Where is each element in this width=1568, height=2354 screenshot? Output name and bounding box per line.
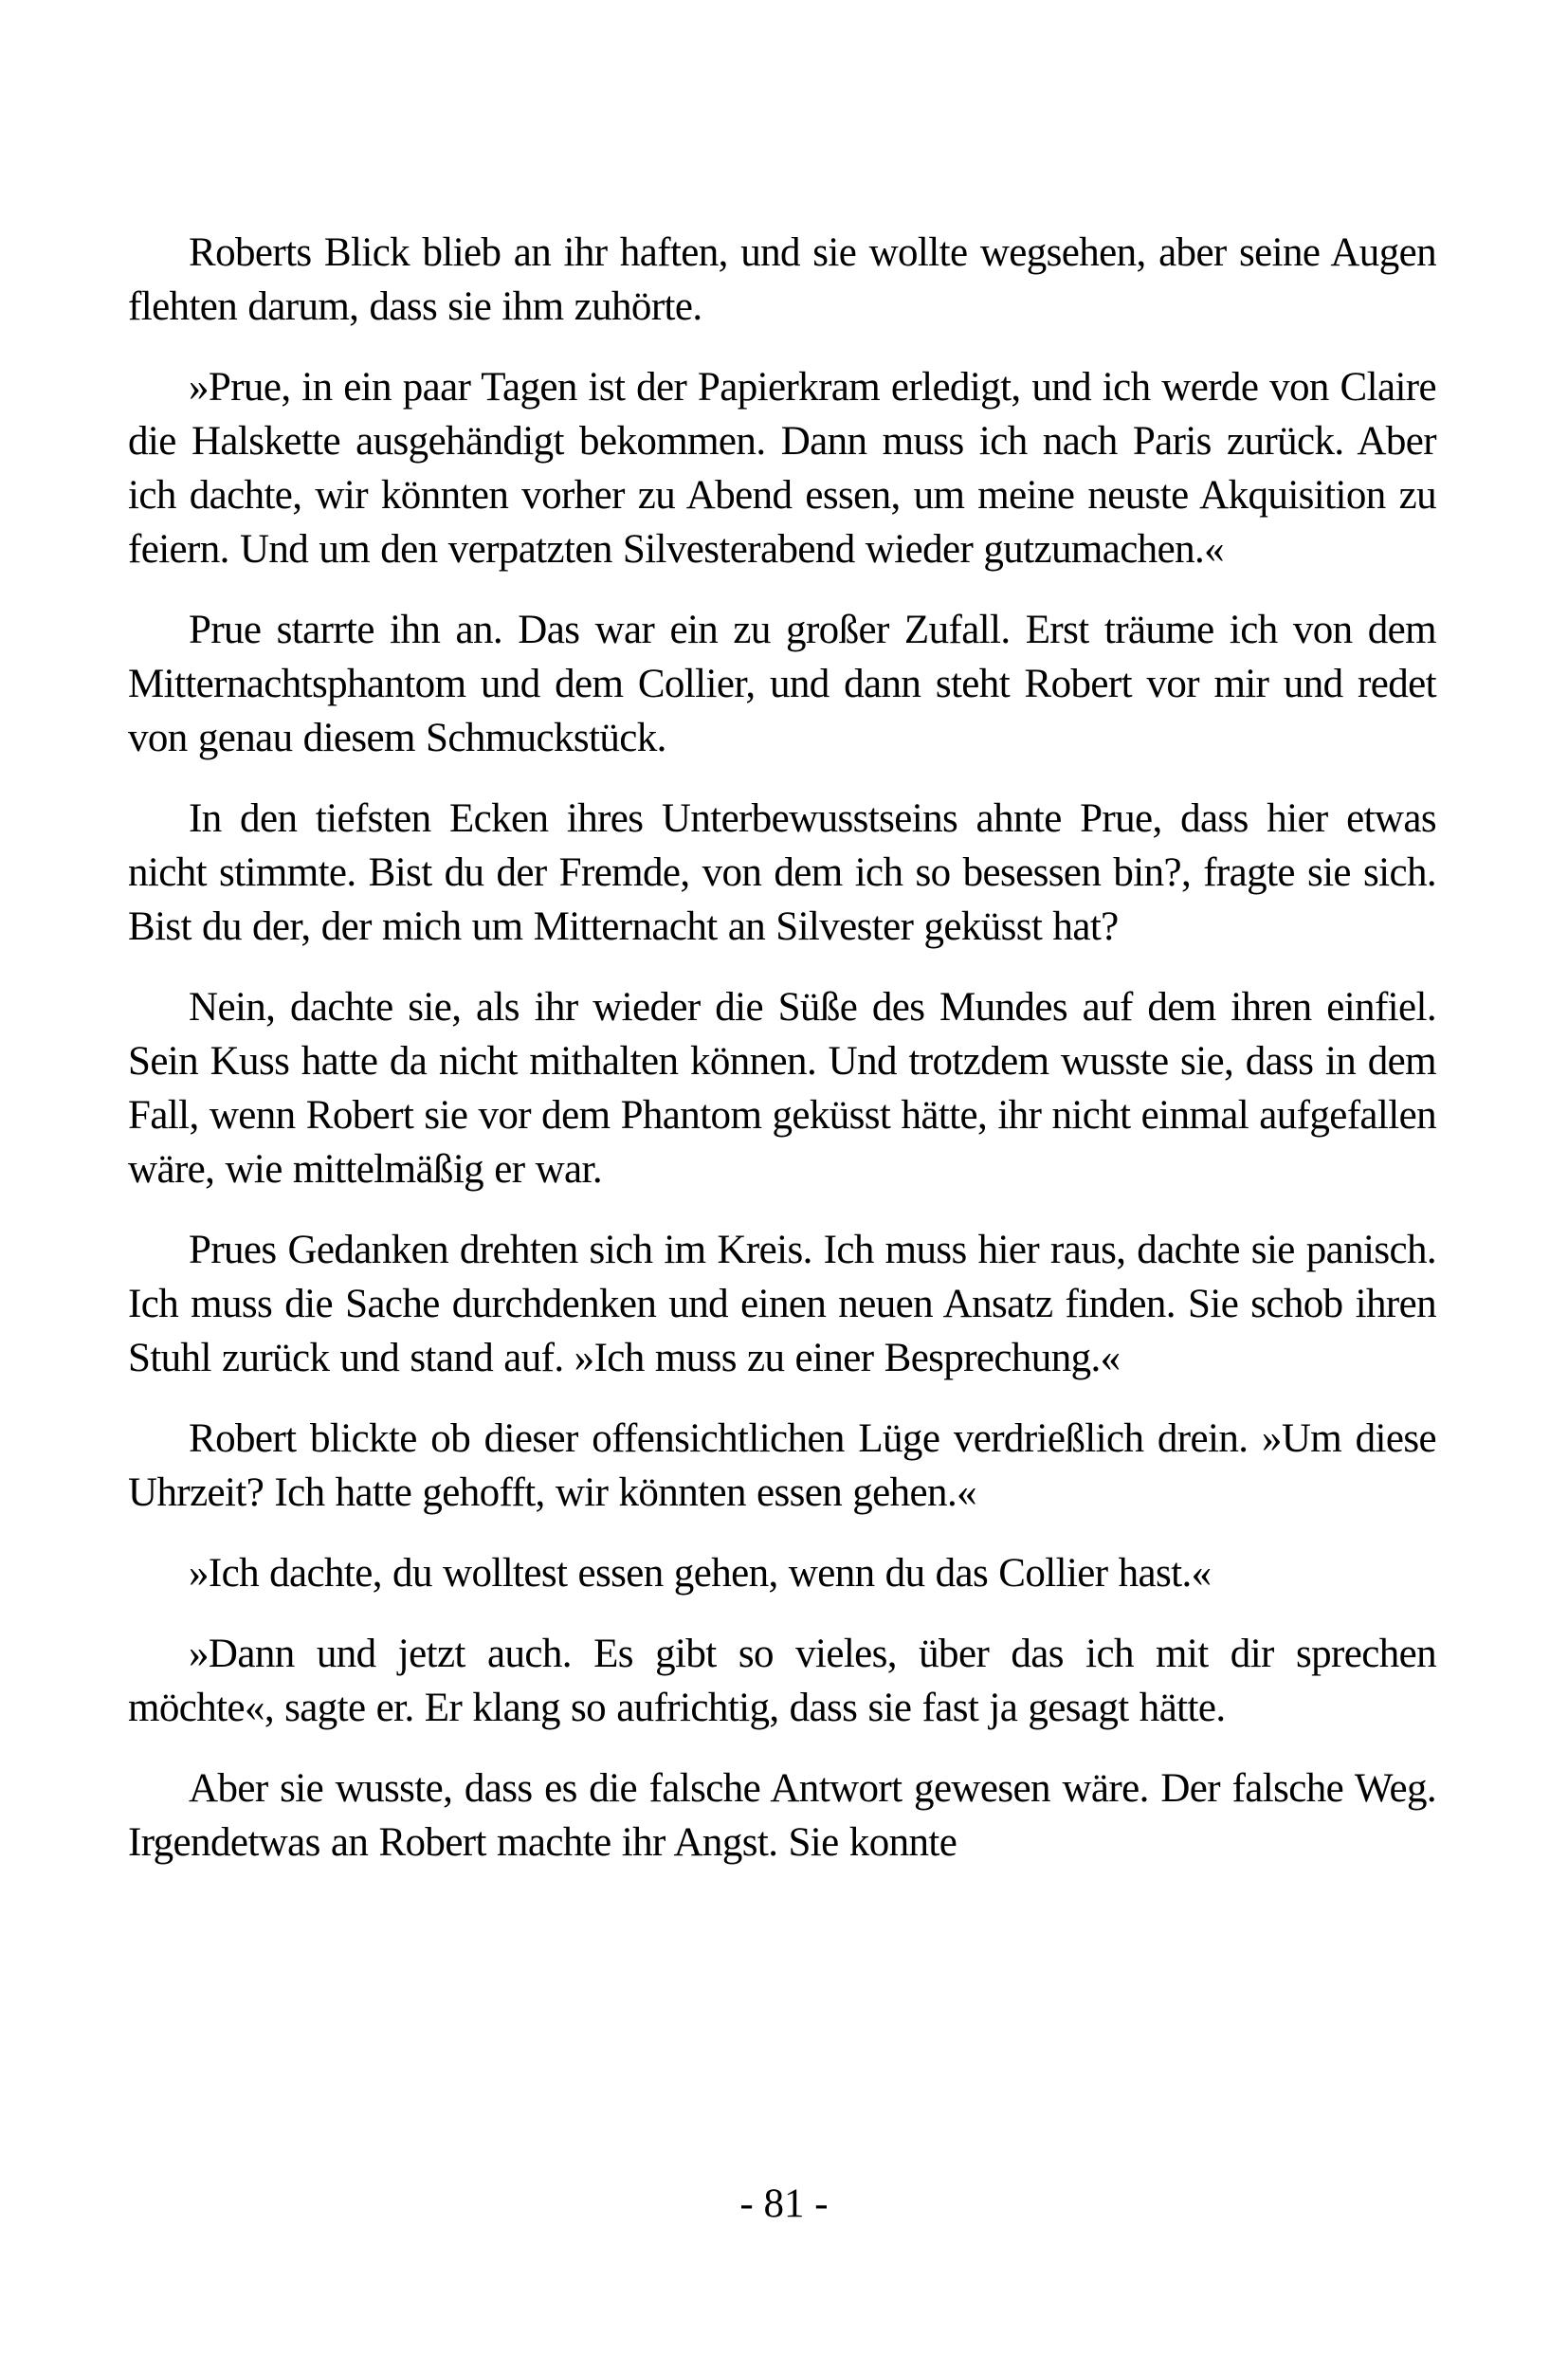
paragraph-1: Roberts Blick blieb an ihr haften, und sie wollte wegsehen, aber seine Augen flehten darum, dass sie ihm zuhörte. [128, 230, 1436, 329]
page-number: - 81 - [739, 2181, 829, 2226]
page-body [128, 226, 1436, 1896]
paragraph-8: »Ich dachte, du wolltest essen gehen, wenn du das Collier hast.« [189, 1551, 1212, 1596]
paragraph-5: Nein, dachte sie, als ihr wieder die Süße des Mundes auf dem ihren einfiel. Sein Kuss hatte da nicht mithalten können. Und trotzdem wusste sie, dass in dem Fall, wenn Robert sie vor dem Phantom geküsst hätte, ihr nicht einmal aufgefallen wäre, wie mittelmäßig er war. [128, 985, 1436, 1192]
paragraph-6: Prues Gedanken drehten sich im Kreis. Ich muss hier raus, dachte sie panisch. Ich muss die Sache durchdenken und einen neuen Ansatz finden. Sie schob ihren Stuhl zurück und stand auf. »Ich muss zu einer Besprechung.« [128, 1228, 1436, 1380]
paragraph-9: »Dann und jetzt auch. Es gibt so vieles, über das ich mit dir sprechen möchte«, sagte er. Er klang so aufrichtig, dass sie fast ja gesagt hätte. [128, 1632, 1436, 1730]
paragraph-7: Robert blickte ob dieser offensichtlichen Lüge verdrießlich drein. »Um diese Uhrzeit? Ich hatte gehofft, wir könnten essen gehen.« [128, 1416, 1436, 1515]
paragraph-2: »Prue, in ein paar Tagen ist der Papierkram erledigt, und ich werde von Claire die Halskette ausgehändigt bekommen. Dann muss ich nach Paris zurück. Aber ich dachte, wir könnten vorher zu Abend essen, um meine neuste Akquisition zu feiern. Und um den verpatzten Silvesterabend wieder gutzumachen.« [128, 365, 1436, 572]
paragraph-4: In den tiefsten Ecken ihres Unterbewusstseins ahnte Prue, dass hier etwas nicht stimmte. Bist du der Fremde, von dem ich so besessen bin?, fragte sie sich. Bist du der, der mich um Mitternacht an Silvester geküsst hat? [128, 796, 1436, 949]
paragraph-10: Aber sie wusste, dass es die falsche Antwort gewesen wäre. Der falsche Weg. Irgendetwas an Robert machte ihr Angst. Sie konnte [128, 1766, 1436, 1865]
paragraph-3: Prue starrte ihn an. Das war ein zu großer Zufall. Erst träume ich von dem Mitternachtsphantom und dem Collier, und dann steht Robert vor mir und redet von genau diesem Schmuckstück. [128, 608, 1436, 760]
